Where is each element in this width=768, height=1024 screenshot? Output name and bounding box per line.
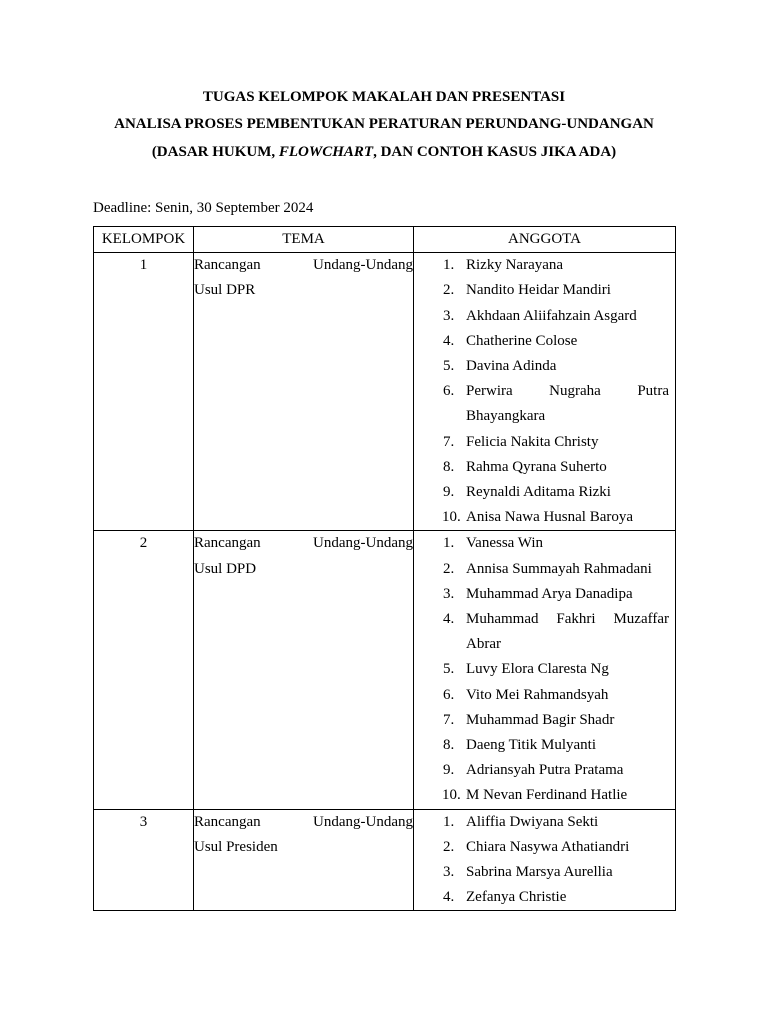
table-header-row xyxy=(94,227,676,253)
member-name: Nandito Heidar Mandiri xyxy=(466,282,611,299)
list-item-number: 5. xyxy=(443,358,455,375)
list-item xyxy=(414,531,669,556)
group-number: 2 xyxy=(94,531,194,809)
list-item-number: 3. xyxy=(443,585,455,602)
list-item-number: 2. xyxy=(443,838,455,855)
list-item xyxy=(414,505,669,530)
list-item xyxy=(414,455,669,480)
group-number: 1 xyxy=(94,253,194,531)
member-name: Reynaldi Aditama Rizki xyxy=(466,484,611,501)
list-item-number: 5. xyxy=(443,661,455,678)
header-tema: TEMA xyxy=(194,227,414,253)
member-name: Akhdaan Aliifahzain Asgard xyxy=(466,307,637,324)
member-name: Adriansyah Putra Pratama xyxy=(466,762,624,779)
member-name: Rizky Narayana xyxy=(466,257,564,274)
group-theme-line-2: Usul Presiden xyxy=(194,838,278,855)
list-item-number: 9. xyxy=(443,484,455,501)
list-item xyxy=(414,860,669,885)
list-item-number: 4. xyxy=(443,332,455,349)
member-list xyxy=(414,810,675,911)
member-name: Daeng Titik Mulyanti xyxy=(466,737,597,754)
group-theme-line-2: Usul DPD xyxy=(194,560,257,577)
list-item xyxy=(414,480,669,505)
list-item xyxy=(414,253,669,278)
list-item-number: 9. xyxy=(443,762,455,779)
group-theme-line-1 xyxy=(194,531,413,556)
list-item-number: 4. xyxy=(443,611,455,628)
list-item-number: 10. xyxy=(442,787,461,804)
member-name: Muhammad Arya Danadipa xyxy=(466,585,633,602)
member-name: Davina Adinda xyxy=(466,358,557,375)
member-list xyxy=(414,531,675,808)
group-theme-line-1 xyxy=(194,253,413,278)
list-item-number: 8. xyxy=(443,458,455,475)
list-item xyxy=(414,657,669,682)
list-item-number: 6. xyxy=(443,383,455,400)
list-item-number: 8. xyxy=(443,737,455,754)
list-item xyxy=(414,885,669,910)
member-name: Luvy Elora Claresta Ng xyxy=(466,661,609,678)
group-theme-word-2: Undang-Undang xyxy=(313,813,413,830)
list-item-number: 2. xyxy=(443,560,455,577)
group-theme-word-1: Rancangan xyxy=(194,535,261,552)
group-theme-word-2: Undang-Undang xyxy=(313,257,413,274)
group-members xyxy=(414,809,676,911)
document-title-line-2: ANALISA PROSES PEMBENTUKAN PERATURAN PERUNDANG-UNDANGAN xyxy=(114,116,654,132)
list-item-number: 10. xyxy=(442,509,461,526)
table-row xyxy=(94,253,676,531)
list-item xyxy=(414,835,669,860)
group-members xyxy=(414,531,676,809)
member-name: Vito Mei Rahmandsyah xyxy=(466,686,609,703)
list-item xyxy=(414,582,669,607)
group-theme-word-2: Undang-Undang xyxy=(313,535,413,552)
group-theme xyxy=(194,253,414,531)
list-item xyxy=(414,557,669,582)
member-name: M Nevan Ferdinand Hatlie xyxy=(466,787,628,804)
group-assignment-table xyxy=(93,226,676,911)
member-name: Perwira Nugraha Putra Bhayangkara xyxy=(466,383,669,425)
member-name: Muhammad Fakhri Muzaffar Abrar xyxy=(466,611,669,653)
title-line-3-prefix: (DASAR HUKUM, xyxy=(151,144,279,160)
list-item xyxy=(414,430,669,455)
header-anggota: ANGGOTA xyxy=(414,227,676,253)
member-name: Rahma Qyrana Suherto xyxy=(466,458,607,475)
member-name: Chatherine Colose xyxy=(466,332,578,349)
member-name: Sabrina Marsya Aurellia xyxy=(466,864,613,881)
list-item-number: 4. xyxy=(443,889,455,906)
list-item xyxy=(414,783,669,808)
group-theme xyxy=(194,809,414,911)
list-item xyxy=(414,329,669,354)
list-item-number: 3. xyxy=(443,307,455,324)
table-body xyxy=(94,253,676,911)
group-members xyxy=(414,253,676,531)
member-name: Muhammad Bagir Shadr xyxy=(466,711,615,728)
header-kelompok: KELOMPOK xyxy=(94,227,194,253)
list-item-number: 7. xyxy=(443,433,455,450)
list-item-number: 1. xyxy=(443,257,455,274)
list-item xyxy=(414,379,669,429)
group-theme-line-2: Usul DPR xyxy=(194,282,256,299)
list-item xyxy=(414,810,669,835)
deadline-text: Deadline: Senin, 30 September 2024 xyxy=(93,200,314,216)
document-title-line-3 xyxy=(0,143,768,161)
list-item xyxy=(414,354,669,379)
list-item-number: 1. xyxy=(443,535,455,552)
list-item-number: 2. xyxy=(443,282,455,299)
list-item xyxy=(414,683,669,708)
member-name: Felicia Nakita Christy xyxy=(466,433,599,450)
table-row xyxy=(94,531,676,809)
member-name: Aliffia Dwiyana Sekti xyxy=(466,813,599,830)
list-item xyxy=(414,733,669,758)
list-item xyxy=(414,607,669,657)
document-title-line-1: TUGAS KELOMPOK MAKALAH DAN PRESENTASI xyxy=(202,89,566,105)
member-name: Anisa Nawa Husnal Baroya xyxy=(466,509,634,526)
list-item-number: 1. xyxy=(443,813,455,830)
title-line-3-suffix: , DAN CONTOH KASUS JIKA ADA) xyxy=(373,144,617,160)
group-theme-line-1 xyxy=(194,810,413,835)
list-item-number: 3. xyxy=(443,864,455,881)
list-item xyxy=(414,278,669,303)
group-theme-word-1: Rancangan xyxy=(194,813,261,830)
list-item-number: 7. xyxy=(443,711,455,728)
title-line-3-italic: FLOWCHART xyxy=(278,144,374,160)
list-item xyxy=(414,708,669,733)
member-name: Chiara Nasywa Athatiandri xyxy=(466,838,630,855)
list-item xyxy=(414,758,669,783)
group-theme-word-1: Rancangan xyxy=(194,257,261,274)
member-list xyxy=(414,253,675,530)
list-item xyxy=(414,304,669,329)
member-name: Vanessa Win xyxy=(466,535,544,552)
member-name: Annisa Summayah Rahmadani xyxy=(466,560,652,577)
list-item-number: 6. xyxy=(443,686,455,703)
member-name: Zefanya Christie xyxy=(466,889,567,906)
group-number: 3 xyxy=(94,809,194,911)
table-row xyxy=(94,809,676,911)
group-theme xyxy=(194,531,414,809)
